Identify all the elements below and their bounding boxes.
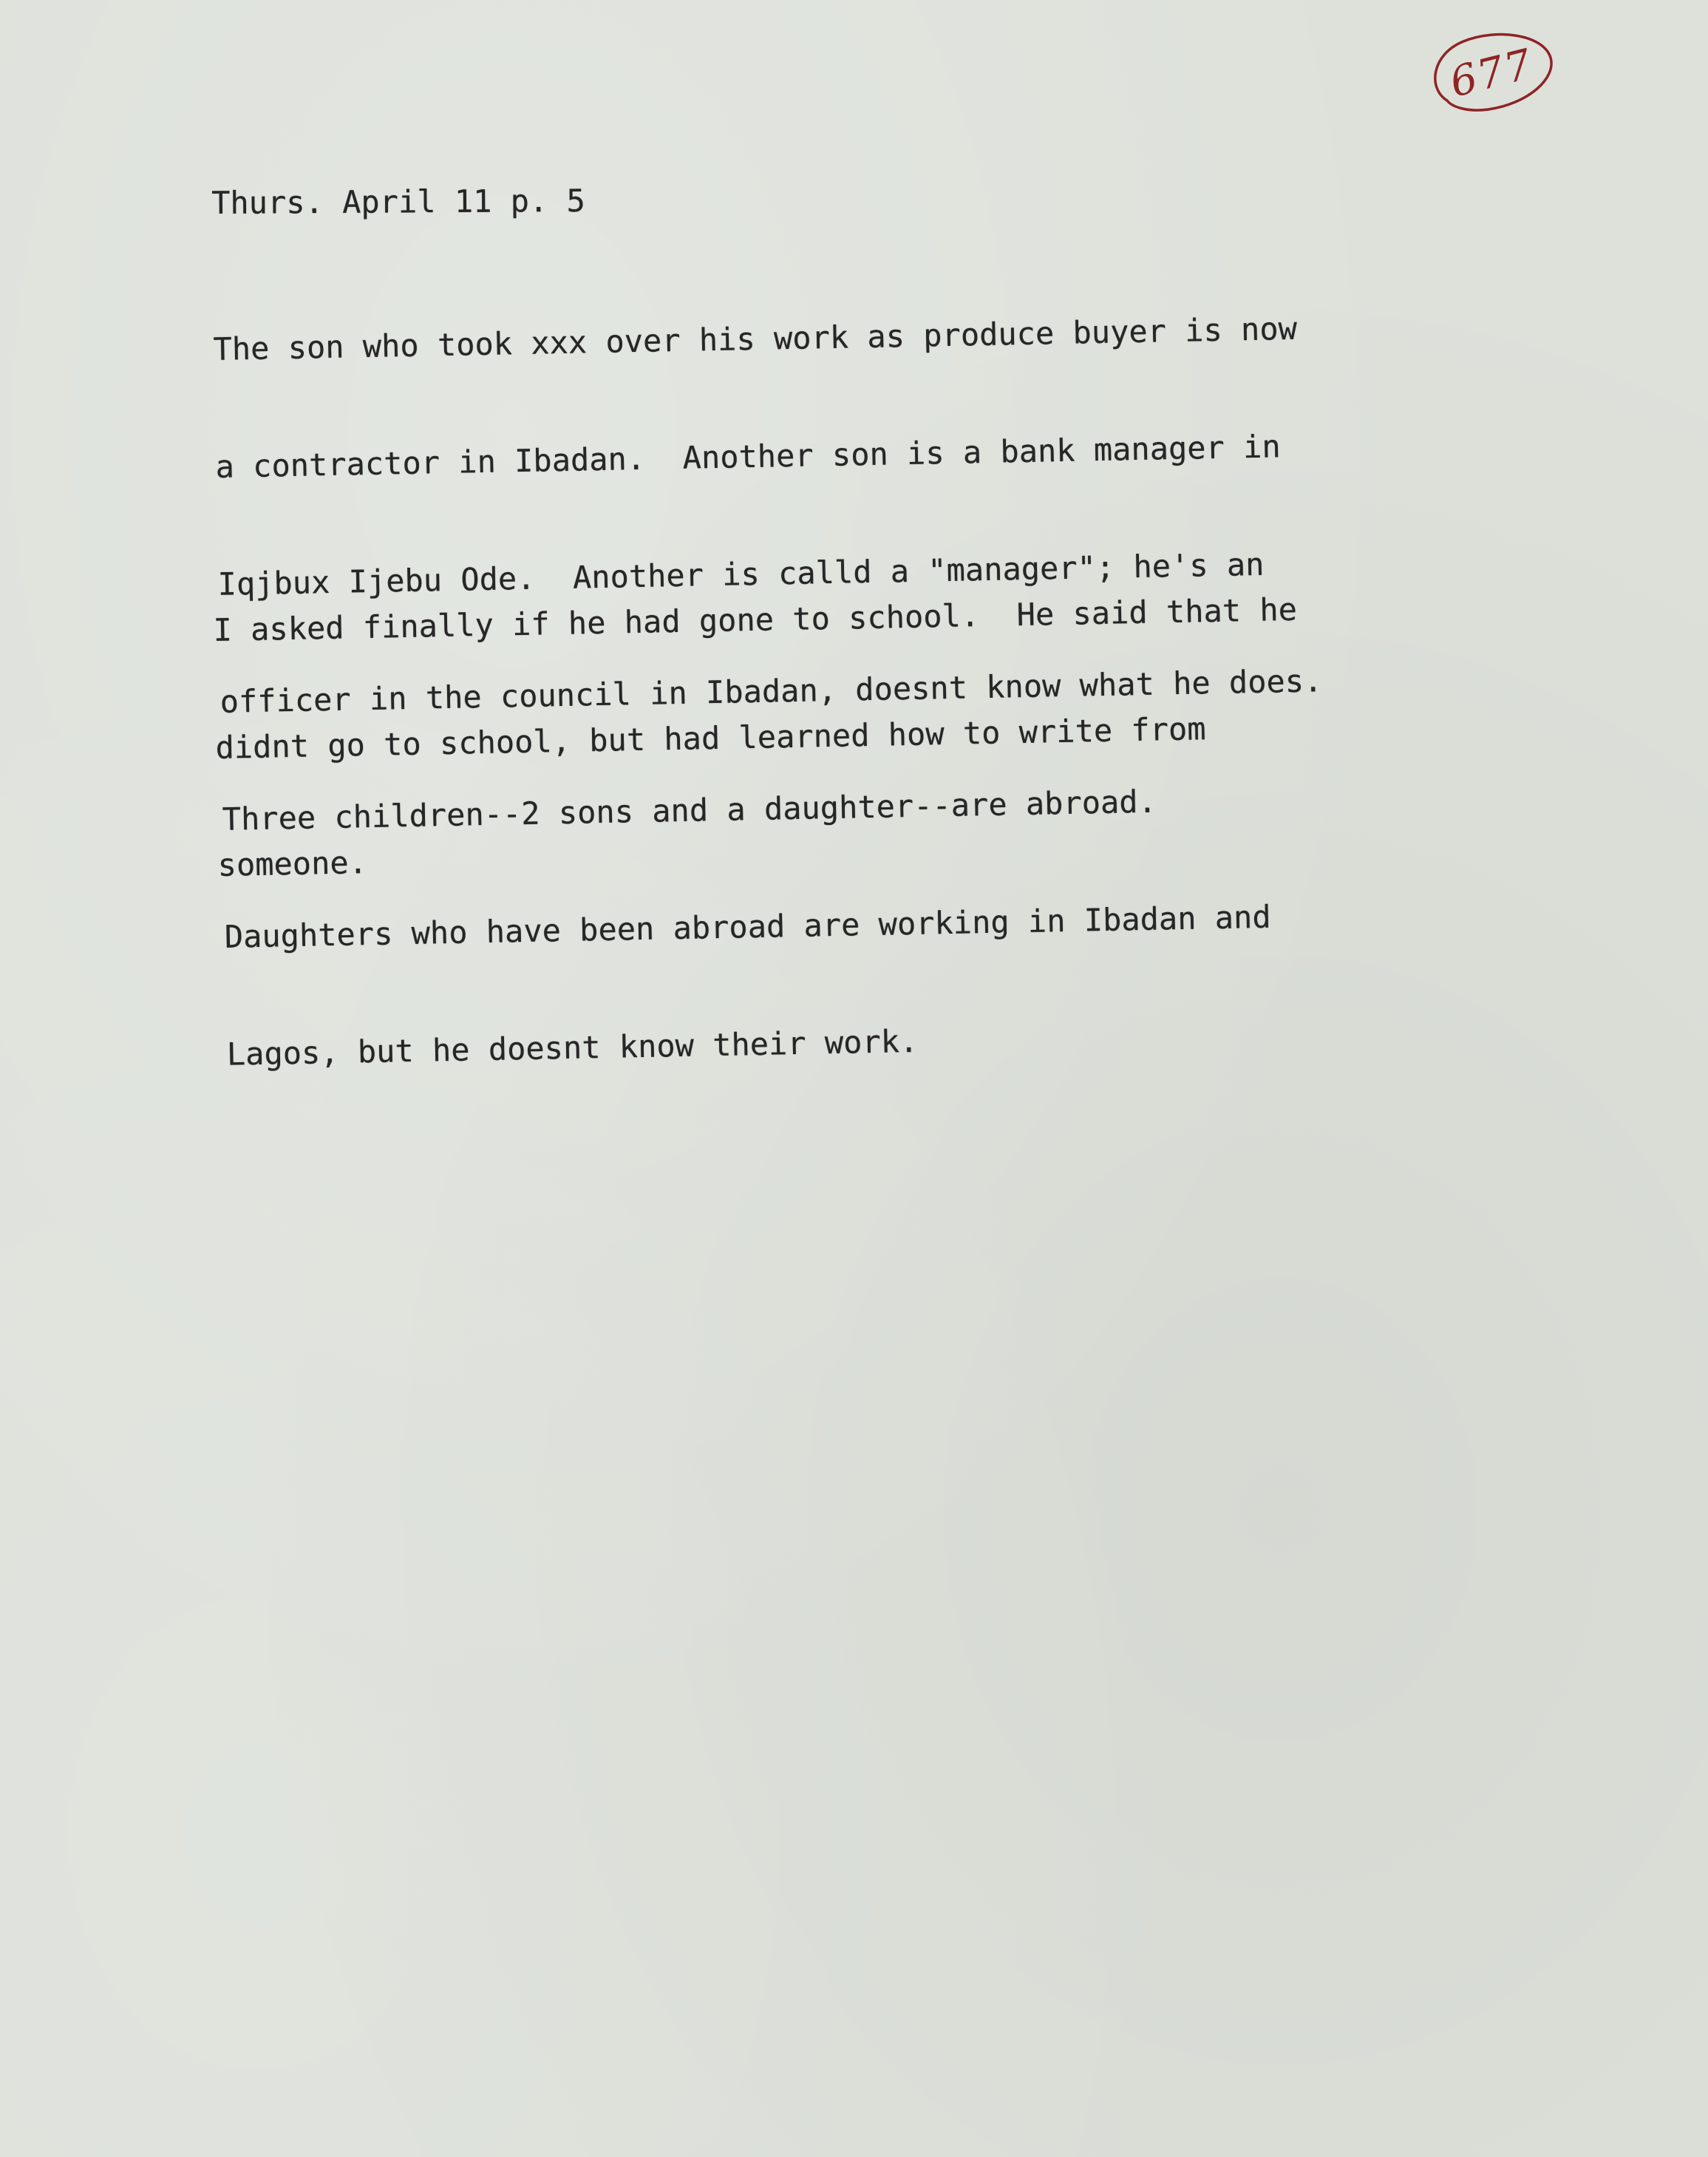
paragraph-line: I asked finally if he had gone to school. He said that he	[213, 591, 1298, 648]
paragraph-line: someone.	[217, 844, 368, 883]
page-number-stamp	[1425, 30, 1558, 117]
page-heading: Thurs. April 11 p. 5	[211, 182, 586, 221]
paragraph-2	[211, 512, 1304, 963]
paragraph-line: Three children--2 sons and a daughter--are abroad.	[222, 783, 1157, 838]
paragraph-line: Daughters who have been abroad are working in Ibadan and	[224, 898, 1272, 955]
paragraph-line: Iqjbux Ijebu Ode. Another is calld a "manager"; he's an	[217, 546, 1265, 602]
paragraph-line: officer in the council in Ibadan, doesnt know what he does.	[220, 662, 1323, 720]
paragraph-line: didnt go to school, but had learned how to write from	[215, 710, 1206, 766]
paragraph-line: a contractor in Ibadan. Another son is a bank manager in	[215, 428, 1282, 485]
paragraph-line: The son who took xxx over his work as produce buyer is now	[213, 310, 1298, 367]
page-number-text: 677	[1445, 39, 1538, 107]
paragraph-line: Lagos, but he doesnt know their work.	[226, 1022, 919, 1073]
